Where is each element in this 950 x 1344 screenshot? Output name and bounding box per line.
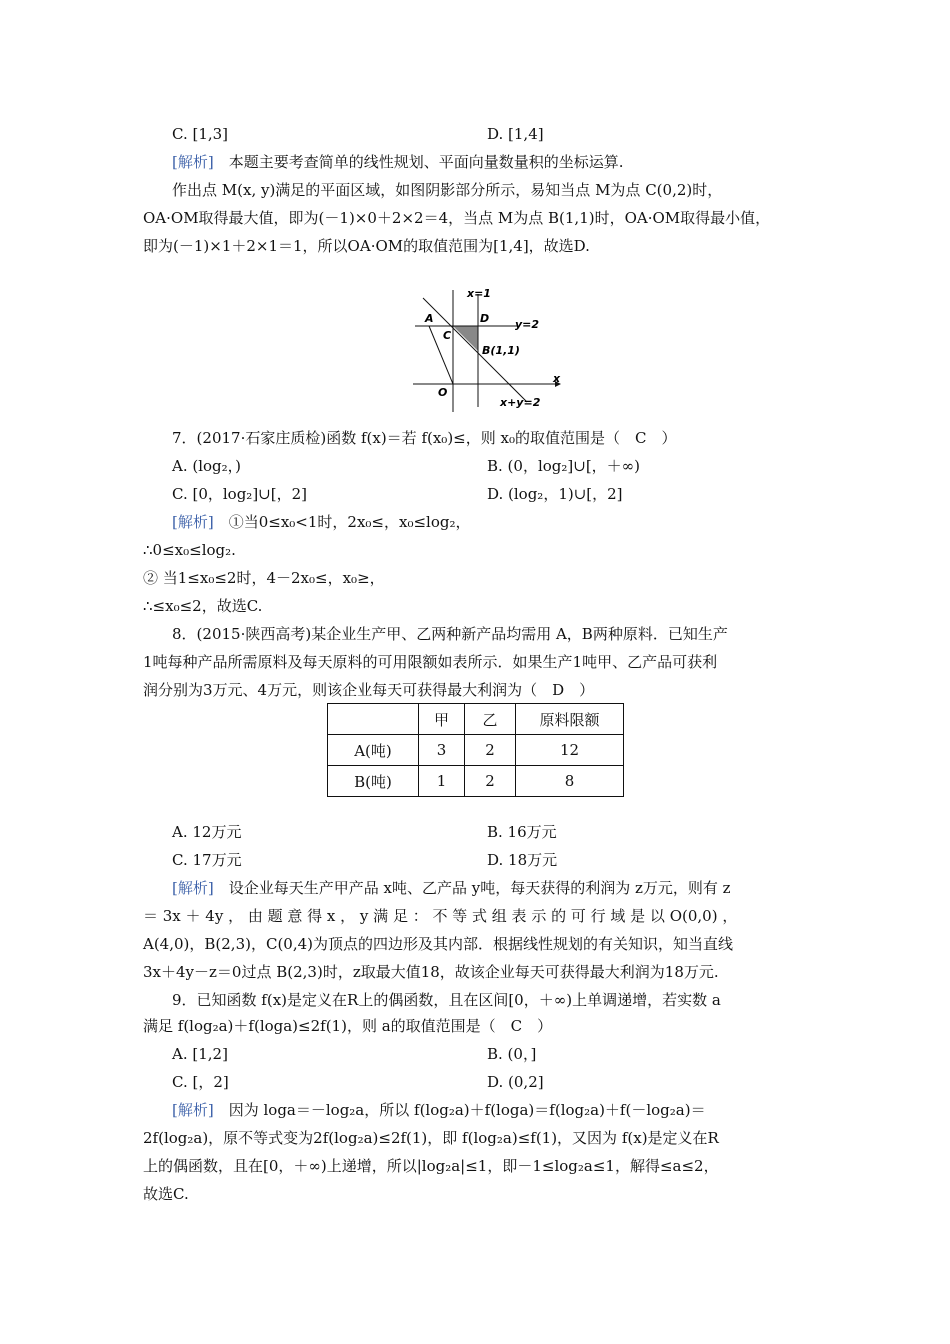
q7-analysis-line-3: ② 当1≤x₀≤2时，4－2x₀≤，x₀≥， <box>143 569 385 587</box>
q9-option-b: B. (0，] <box>487 1045 537 1063</box>
q8-stem-line-3: 润分别为3万元、4万元，则该企业每天可获得最大利润为（ D ） <box>143 681 595 699</box>
table-cell: A(吨) <box>328 735 419 766</box>
q6-analysis-line-2: 作出点 M(x, y)满足的平面区域，如图阴影部分所示，易知当点 M为点 C(0,2)时， <box>172 181 723 199</box>
q8-option-c: C. 17万元 <box>172 851 242 869</box>
q9-option-c: C. [，2] <box>172 1073 229 1091</box>
q7-analysis-line-1: [解析] ①当0≤x₀<1时，2x₀≤，x₀≤log₂， <box>172 513 471 531</box>
q8-analysis-line-4: 3x＋4y－z＝0过点 B(2,3)时，z取最大值18，故该企业每天可获得最大利润为18万元. <box>143 963 719 981</box>
q6-analysis-line-1: [解析] 本题主要考查简单的线性规划、平面向量数量积的坐标运算. <box>172 153 624 171</box>
q6-option-d: D. [1,4] <box>487 125 544 143</box>
analysis-tag: [解析] <box>172 1101 214 1119</box>
q9-analysis-line-1: [解析] 因为 loga＝－log₂a，所以 f(log₂a)＋f(loga)＝f(log₂a)＋f(－log₂a)＝ <box>172 1101 706 1119</box>
q7-analysis-line-2: ∴0≤x₀≤log₂. <box>143 541 236 559</box>
shaded-region <box>453 326 478 351</box>
table-cell: 2 <box>465 735 516 766</box>
q9-analysis-line-4: 故选C. <box>143 1185 189 1203</box>
table-header-cell <box>328 704 419 735</box>
q8-stem-line-2: 1吨每种产品所需原料及每天原料的可用限额如表所示．如果生产1吨甲、乙产品可获利 <box>143 653 718 671</box>
table-cell: 8 <box>516 766 624 797</box>
label-c: C <box>443 329 452 342</box>
label-b: B(1,1) <box>482 344 520 357</box>
table-row <box>328 735 624 766</box>
q8-stem-line-1: 8．(2015·陕西高考)某企业生产甲、乙两种新产品均需用 A，B两种原料．已知生产 <box>172 625 728 643</box>
linear-programming-figure <box>405 282 565 417</box>
table-header-cell: 甲 <box>419 704 465 735</box>
q6-analysis-line-4: 即为(－1)×1＋2×1＝1，所以OA·OM的取值范围为[1,4]，故选D. <box>143 237 590 255</box>
table-header-row <box>328 704 624 735</box>
label-a: A <box>425 312 434 325</box>
table-cell: 3 <box>419 735 465 766</box>
q8-option-b: B. 16万元 <box>487 823 557 841</box>
q7-option-c: C. [0，log₂]∪[，2] <box>172 485 307 503</box>
q9-analysis-line-3: 上的偶函数，且在[0，＋∞)上递增，所以|log₂a|≤1，即－1≤log₂a≤1，解得≤a≤2， <box>143 1157 719 1175</box>
analysis-tag: [解析] <box>172 513 214 531</box>
q9-analysis-line-2: 2f(log₂a)，原不等式变为2f(log₂a)≤2f(1)，即 f(log₂a)≤f(1)，又因为 f(x)是定义在R <box>143 1129 719 1147</box>
analysis-tag: [解析] <box>172 879 214 897</box>
table-cell: 12 <box>516 735 624 766</box>
table-cell: B(吨) <box>328 766 419 797</box>
q6-analysis-line-3: OA·OM取得最大值，即为(－1)×0＋2×2＝4，当点 M为点 B(1,1)时，OA·OM取得最小值， <box>143 209 771 227</box>
q8-analysis-line-3: A(4,0)，B(2,3)，C(0,4)为顶点的四边形及其内部．根据线性规划的有关知识，知当直线 <box>143 935 734 953</box>
q7-option-a: A. (log₂，) <box>172 457 242 475</box>
table-cell: 2 <box>465 766 516 797</box>
q8-analysis-line-2: ＝ 3x ＋ 4y ， 由 题 意 得 x ， y 满 足 ： 不 等 式 组 表 示 的 可 行 域 是 以 O(0,0) ， <box>143 907 738 925</box>
table-row <box>328 766 624 797</box>
label-o: O <box>438 386 448 399</box>
q8-option-d: D. 18万元 <box>487 851 558 869</box>
q8-option-a: A. 12万元 <box>172 823 242 841</box>
q8-analysis-line-1: [解析] 设企业每天生产甲产品 x吨、乙产品 y吨，每天获得的利润为 z万元，则有 z <box>172 879 731 897</box>
label-y-equals-2: y=2 <box>515 318 540 331</box>
q6-option-c: C. [1,3] <box>172 125 229 143</box>
q7-stem: 7．(2017·石家庄质检)函数 f(x)＝若 f(x₀)≤，则 x₀的取值范围是（ C ） <box>172 429 677 447</box>
analysis-tag: [解析] <box>172 153 214 171</box>
q9-stem-line-1: 9．已知函数 f(x)是定义在R上的偶函数，且在区间[0，＋∞)上单调递增，若实数 a <box>172 991 721 1009</box>
label-x-plus-y-equals-2: x+y=2 <box>500 396 541 409</box>
table-header-cell: 原料限额 <box>516 704 624 735</box>
q7-option-d: D. (log₂，1)∪[，2] <box>487 485 623 503</box>
table-cell: 1 <box>419 766 465 797</box>
table-header-cell: 乙 <box>465 704 516 735</box>
q9-stem-line-2: 满足 f(log₂a)＋f(loga)≤2f(1)，则 a的取值范围是（ C ） <box>143 1017 553 1035</box>
q9-option-a: A. [1,2] <box>172 1045 228 1063</box>
q7-option-b: B. (0，log₂]∪[，＋∞) <box>487 457 641 475</box>
label-x-equals-1: x=1 <box>467 287 491 300</box>
q7-analysis-line-4: ∴≤x₀≤2，故选C. <box>143 597 263 615</box>
label-x-axis: x <box>553 372 561 385</box>
q9-option-d: D. (0,2] <box>487 1073 544 1091</box>
label-d: D <box>480 312 490 325</box>
raw-material-table <box>327 703 624 797</box>
